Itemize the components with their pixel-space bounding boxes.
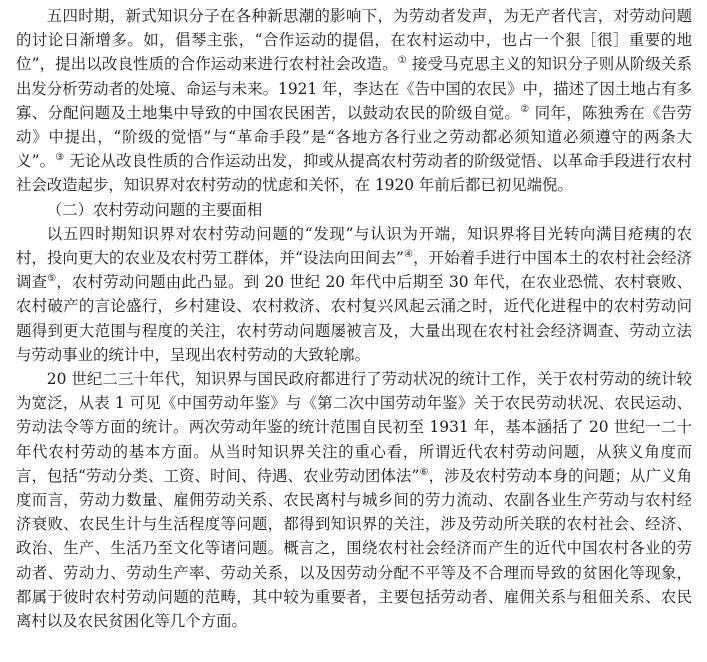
document-page <box>16 4 692 633</box>
paragraph-labor-statistics <box>16 367 692 633</box>
text-segment: 以五四时期知识界对农村劳动问题的“发现”与认识为开端，知识界将目光转向满目疮痍的农村，投向更大的农业及农村劳工群体，并“设法向田间去” <box>16 224 692 268</box>
text-segment: ，涉及农村劳动本身的问题；从广义角度而言，劳动力数量、雇佣劳动关系、农民离村与城乡间的劳力流动、农副各业生产劳动与农村经济衰败、农民生计与生活程度等问题，都得到知识界的关注，涉及劳动所关联的农村社会、经济、政治、生产、生活乃至文化等诸问题。概言之，围绕农村社会经济而产生的近代中国农村各业的劳动者、劳动力、劳动生产率、劳动关系，以及因劳动分配不平等及不合理而导致的贫困化等现象，都属于彼时农村劳动问题的范畴，其中较为重要者，主要包括劳动者、雇佣关系与租佃关系、农民离村以及农民贫困化等几个方面。 <box>16 466 692 631</box>
text-segment: ，开始着手进行中国本土的农村社会经济调查 <box>16 249 692 292</box>
text-segment: 同年，陈独秀在《告劳动》中提出，“阶级的觉悟”与“革命手段”是“各地方各行业之劳动都必须知道必须遵守的两条大义”。 <box>16 103 692 171</box>
section-heading-text: （二）农村劳动问题的主要面相 <box>46 200 263 219</box>
footnote-marker-3[interactable]: ③ <box>55 152 65 164</box>
paragraph-rural-labor-emergence <box>16 222 692 367</box>
footnote-marker-2[interactable]: ② <box>520 103 530 115</box>
text-segment: 无论从改良性质的合作运动出发，抑或从提高农村劳动者的阶级觉悟、以革命手段进行农村社会改造起步，知识界对农村劳动的忧虑和关怀，在 1920 年前后都已初见端倪。 <box>16 152 692 195</box>
text-segment: 接受马克思主义的知识分子则从阶级关系出发分析劳动者的处境、命运与未来。1921 年，李达在《告中国的农民》中，描述了因土地占有多寡、分配问题及土地集中导致的中国农民困苦，以鼓动农民的阶级自觉。 <box>16 55 692 122</box>
text-segment: ，农村劳动问题由此凸显。到 20 世纪 20 年代中后期至 30 年代，在农业恐慌、农村衰败、农村破产的言论盛行，乡村建设、农村救济、农村复兴风起云涌之时，近代化进程中的农村劳动问题得到更大范围与程度的关注，农村劳动问题屡被言及，大量出现在农村社会经济调查、劳动立法与劳动事业的统计中，呈现出农村劳动的大致轮廓。 <box>16 273 692 364</box>
section-heading <box>16 198 692 222</box>
paragraph-may-fourth-labor <box>16 4 692 198</box>
footnote-marker-5[interactable]: ⑤ <box>47 273 57 285</box>
footnote-marker-4[interactable]: ④ <box>403 249 414 261</box>
text-segment: 五四时期，新式知识分子在各种新思潮的影响下，为劳动者发声，为无产者代言，对劳动问题的讨论日渐增多。如，倡琴主张，“合作运动的提倡，在农村运动中，也占一个狠［很］重要的地位”，提出以改良性质的合作运动来进行农村社会改造。 <box>16 7 692 74</box>
footnote-marker-1[interactable]: ① <box>397 55 407 67</box>
text-segment: 20 世纪二三十年代，知识界与国民政府都进行了劳动状况的统计工作，关于农村劳动的统计较为宽泛，从表 1 可见《中国劳动年鉴》与《第二次中国劳动年鉴》关于农民劳动状况、农民运动、劳动法令等方面的统计。两次劳动年鉴的统计范围自民初至 1931 年，基本涵括了 20 世纪一二十年代农村劳动的基本方面。从当时知识界关注的重心看，所谓近代农村劳动问题，从狭义角度而言，包括“劳动分类、工资、时间、待遇、农业劳动团体法” <box>16 370 692 485</box>
footnote-marker-6[interactable]: ⑥ <box>419 466 429 478</box>
